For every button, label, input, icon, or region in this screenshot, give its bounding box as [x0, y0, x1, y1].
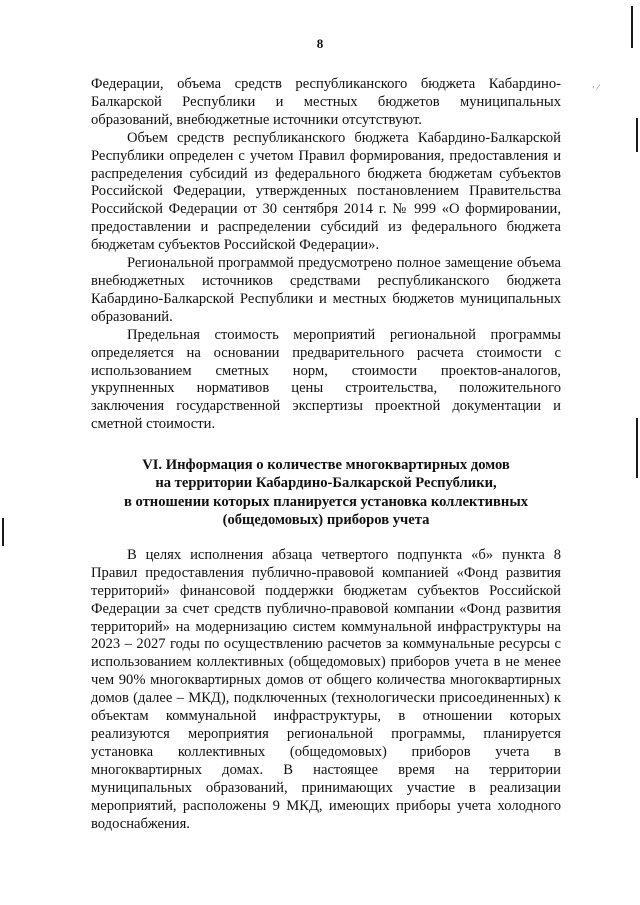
scan-edge-mark: [636, 418, 638, 478]
paragraph-budget-volume: Объем средств республиканского бюджета Кабардино-Балкарской Республики определен с учетом Правил формирования, предоставления и распределения субсидий из федерального бюджета бюджетам субъектов Российской Федерации, утвержденных постановлением Правительства Российской Федерации от 30 сентября 2014 г. № 999 «О формировании, предоставлении и распределении субсидий из федерального бюджета бюджетам субъектов Российской Федерации».: [91, 129, 561, 254]
page-number: 8: [316, 36, 324, 51]
section-heading-line: (общедомовых) приборов учета: [222, 511, 430, 528]
scan-speck: · ⁄: [592, 83, 599, 92]
paragraph-meters: В целях исполнения абзаца четвертого подпункта «б» пункта 8 Правил предоставления публично-правовой компанией «Фонд развития территорий» финансовой поддержки бюджетам субъектов Российской Федерации за счет средств публично-правовой компании «Фонд развития территорий» на модернизацию систем коммунальной инфраструктуры на 2023 – 2027 годы по осуществлению расчетов за коммунальные ресурсы с использованием коллективных (общедомовых) приборов учета в не менее чем 90% многоквартирных домов от общего количества многоквартирных домов (далее – МКД), подключенных (технологически присоединенных) к объектам коммунальной инфраструктуры, в отношении которых реализуются мероприятия региональной программы, планируется установка коллективных (общедомовых) приборов учета в многоквартирных домах. В настоящее время на территории муниципальных образований, принимающих участие в реализации мероприятий, расположены 9 МКД, имеющих приборы учета холодного водоснабжения.: [91, 546, 561, 832]
paragraph-max-cost: Предельная стоимость мероприятий региональной программы определяется на основании предварительного расчета стоимости с использованием сметных норм, стоимости проектов-аналогов, укрупненных нормативов цены строительства, положительного заключения государственной экспертизы проектной документации и сметной стоимости.: [91, 326, 561, 433]
section-heading-line: на территории Кабардино-Балкарской Республики,: [155, 475, 497, 492]
paragraph-replacement: Региональной программой предусмотрено полное замещение объема внебюджетных источников средствами республиканского бюджета Кабардино-Балкарской Республики и местных бюджетов муниципальных образований.: [91, 255, 561, 325]
document-body: [91, 76, 561, 833]
scan-edge-mark: [631, 6, 633, 48]
scan-edge-mark: [2, 518, 4, 546]
section-heading-line: в отношении которых планируется установка коллективных: [123, 493, 529, 510]
scan-edge-mark: [636, 118, 638, 152]
section-heading-line: VI. Информация о количестве многоквартирных домов: [142, 457, 510, 474]
paragraph-continuation: Федерации, объема средств республиканского бюджета Кабардино-Балкарской Республики и местных бюджетов муниципальных образований, внебюджетные источники отсутствуют.: [91, 76, 561, 128]
section-heading: [91, 456, 561, 529]
